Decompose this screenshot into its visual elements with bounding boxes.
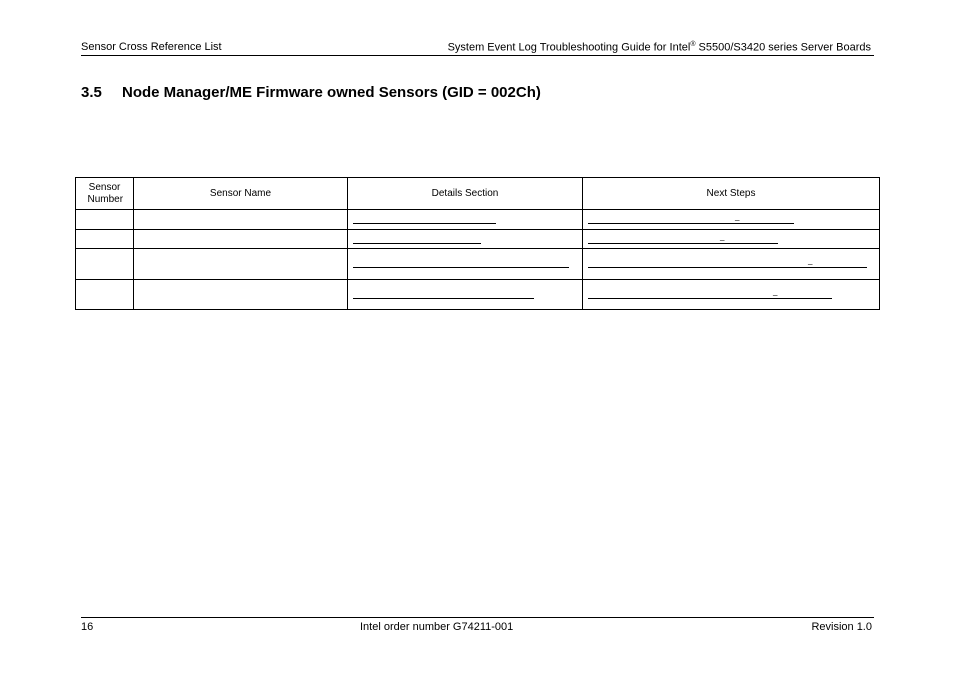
- next-steps-link-underline[interactable]: [588, 298, 832, 299]
- header-title-text: System Event Log Troubleshooting Guide for Intel: [447, 41, 691, 54]
- revision-label: Revision 1.0: [811, 621, 872, 633]
- running-header-left: Sensor Cross Reference List: [81, 41, 222, 53]
- page-number: 16: [81, 621, 94, 633]
- col-header-next-steps: Next Steps: [583, 178, 880, 210]
- details-link-underline[interactable]: [353, 298, 534, 299]
- header-title-suffix: S5500/S3420 series Server Boards: [695, 41, 871, 54]
- table-row: [76, 210, 880, 230]
- cell-sensor-name: [134, 210, 348, 230]
- next-steps-link-underline[interactable]: [588, 223, 794, 224]
- cell-sensor-name: [134, 230, 348, 249]
- col-header-details-section: Details Section: [348, 178, 583, 210]
- table-row: [76, 280, 880, 310]
- cell-sensor-name: [134, 280, 348, 310]
- cell-details-link[interactable]: [348, 280, 583, 310]
- table-row: [76, 249, 880, 280]
- footer-rule: [81, 617, 874, 618]
- cell-sensor-name: [134, 249, 348, 280]
- cell-details-link[interactable]: [348, 210, 583, 230]
- sensor-cross-reference-table: [75, 177, 880, 310]
- cell-details-link[interactable]: [348, 230, 583, 249]
- col-header-sensor-name: Sensor Name: [134, 178, 348, 210]
- cell-details-link[interactable]: [348, 249, 583, 280]
- details-link-underline[interactable]: [353, 267, 569, 268]
- cell-next-steps-link[interactable]: [583, 230, 880, 249]
- header-rule: [81, 55, 874, 56]
- next-steps-link-underline[interactable]: [588, 267, 867, 268]
- section-title: Node Manager/ME Firmware owned Sensors (GID = 002Ch): [122, 84, 541, 101]
- cell-sensor-number: [76, 249, 134, 280]
- section-number: 3.5: [81, 84, 102, 101]
- cell-next-steps-link[interactable]: [583, 249, 880, 280]
- registered-mark: ®: [690, 41, 696, 48]
- table-row: [76, 230, 880, 249]
- next-steps-link-underline[interactable]: [588, 243, 778, 244]
- col-header-sensor-number: Sensor Number: [76, 178, 134, 210]
- table-header-row: [76, 178, 880, 210]
- section-heading: [81, 84, 541, 101]
- cell-sensor-number: [76, 280, 134, 310]
- cell-sensor-number: [76, 210, 134, 230]
- details-link-underline[interactable]: [353, 243, 481, 244]
- order-number: Intel order number G74211-001: [360, 621, 514, 633]
- next-steps-dash: _: [720, 232, 725, 241]
- cell-next-steps-link[interactable]: [583, 280, 880, 310]
- next-steps-dash: _: [773, 287, 778, 296]
- next-steps-dash: _: [735, 212, 740, 221]
- cell-next-steps-link[interactable]: [583, 210, 880, 230]
- running-header-right: [448, 41, 871, 54]
- cell-sensor-number: [76, 230, 134, 249]
- details-link-underline[interactable]: [353, 223, 496, 224]
- next-steps-dash: _: [808, 256, 813, 265]
